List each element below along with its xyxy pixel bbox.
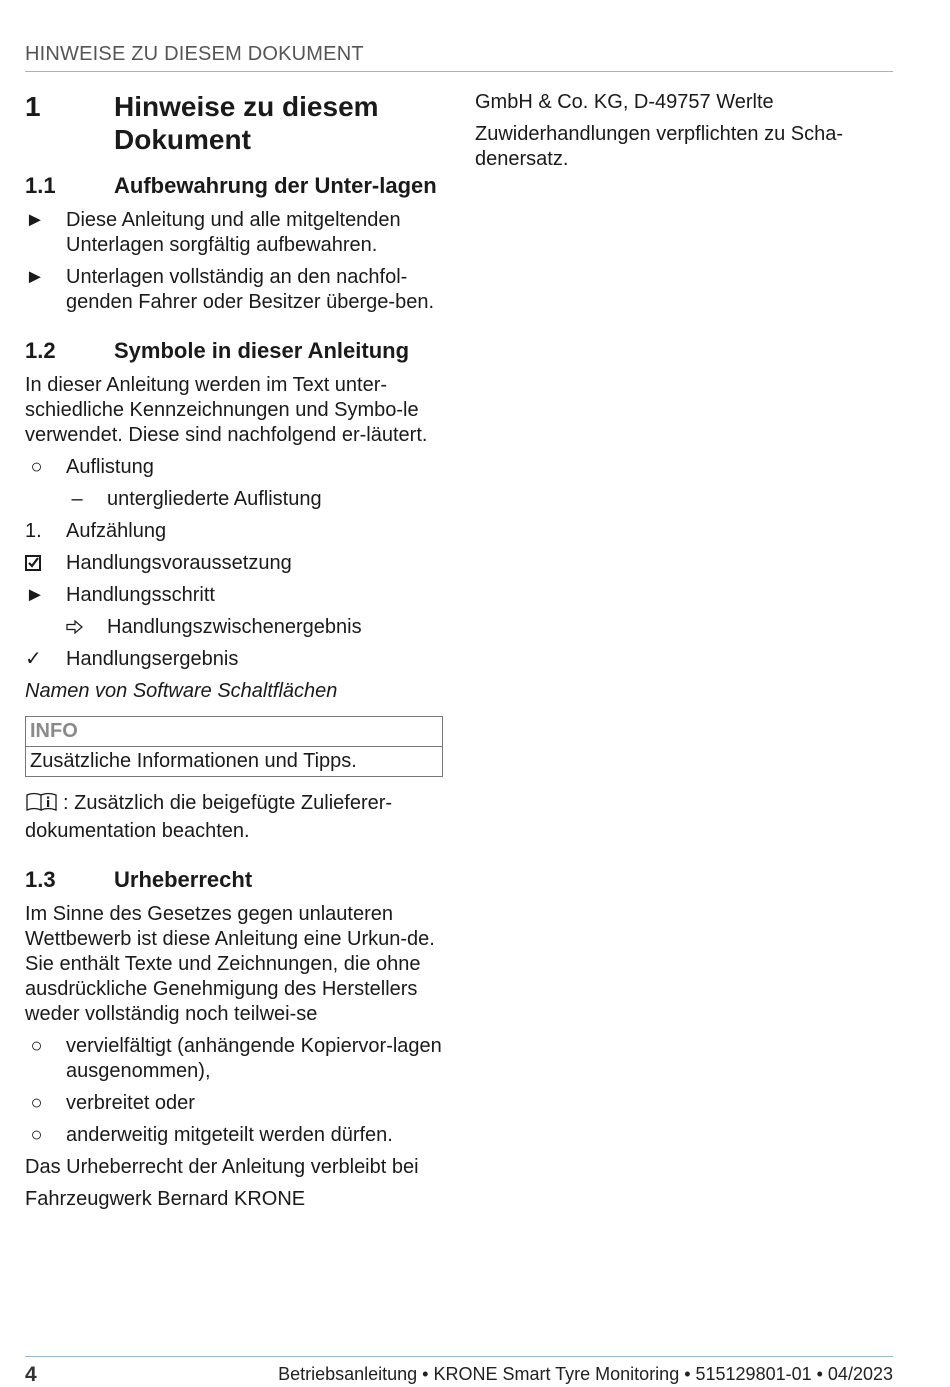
company-name-continued: GmbH & Co. KG, D-49757 Werlte bbox=[475, 91, 774, 113]
symbol-precondition-item bbox=[25, 551, 443, 576]
list-item-text: vervielfältigt (anhängende Kopiervor-lagen ausgenommen), bbox=[66, 1035, 442, 1082]
section-number: 1.2 bbox=[25, 338, 56, 363]
symbol-enum-item bbox=[25, 519, 443, 544]
info-box-title: INFO bbox=[26, 717, 442, 747]
running-header: HINWEISE ZU DIESEM DOKUMENT bbox=[25, 43, 364, 65]
section-title: Symbole in dieser Anleitung bbox=[114, 338, 410, 363]
supplier-doc-text: : Zusätzlich die beigefügte Zulieferer-dokumentation beachten. bbox=[25, 792, 393, 842]
action-step-text: Diese Anleitung und alle mitgeltenden Unterlagen sorgfältig aufbewahren. bbox=[66, 209, 401, 256]
section-number: 1.3 bbox=[25, 867, 56, 892]
arrow-right-outline-icon bbox=[66, 615, 107, 640]
triangle-right-icon: ► bbox=[25, 209, 45, 231]
right-column bbox=[475, 90, 895, 179]
symbol-sublist-item bbox=[25, 487, 443, 512]
list-item bbox=[25, 1123, 443, 1148]
symbol-label: Handlungsergebnis bbox=[66, 648, 239, 670]
symbol-label: Auflistung bbox=[66, 456, 154, 478]
section-intro: In dieser Anleitung werden im Text unter-schiedliche Kennzeichnungen und Symbo-le verwendet. Diese sind nachfolgend er-läutert. bbox=[25, 374, 428, 446]
symbol-label: untergliederte Auflistung bbox=[107, 488, 322, 510]
list-item bbox=[25, 1034, 443, 1084]
action-step bbox=[25, 208, 443, 258]
symbol-step-item bbox=[25, 583, 443, 608]
company-name: Fahrzeugwerk Bernard KRONE bbox=[25, 1188, 306, 1210]
action-step-text: Unterlagen vollständig an den nachfol-genden Fahrer oder Besitzer überge-ben. bbox=[66, 266, 435, 313]
section-title: Urheberrecht bbox=[114, 867, 253, 892]
symbol-list-item bbox=[25, 455, 443, 480]
symbol-label: Handlungszwischenergebnis bbox=[107, 616, 362, 638]
triangle-right-icon: ► bbox=[25, 584, 45, 606]
dash-bullet-icon: – bbox=[66, 488, 83, 510]
left-column bbox=[25, 90, 443, 1219]
symbol-intermediate-item bbox=[25, 615, 443, 640]
checkmark-icon: ✓ bbox=[25, 648, 42, 670]
section-title: Aufbewahrung der Unter-lagen bbox=[114, 173, 437, 198]
enum-marker: 1. bbox=[25, 520, 42, 542]
section-1-2-heading bbox=[25, 337, 443, 365]
section-number: 1 bbox=[25, 91, 41, 122]
symbol-result-item bbox=[25, 647, 443, 672]
section-1-3-heading bbox=[25, 866, 443, 894]
damages-note: Zuwiderhandlungen verpflichten zu Scha-denersatz. bbox=[475, 123, 843, 170]
circle-bullet-icon: ○ bbox=[25, 456, 43, 478]
page-number: 4 bbox=[25, 1363, 37, 1386]
list-item bbox=[25, 1091, 443, 1116]
checkbox-checked-icon bbox=[25, 551, 66, 576]
circle-bullet-icon: ○ bbox=[25, 1124, 43, 1146]
triangle-right-icon: ► bbox=[25, 266, 45, 288]
book-info-icon bbox=[25, 792, 59, 819]
software-buttons-note: Namen von Software Schaltflächen bbox=[25, 680, 338, 702]
symbol-label: Handlungsschritt bbox=[66, 584, 215, 606]
list-item-text: anderweitig mitgeteilt werden dürfen. bbox=[66, 1124, 393, 1146]
info-box-text: Zusätzliche Informationen und Tipps. bbox=[30, 750, 357, 772]
section-1-heading bbox=[25, 90, 443, 156]
action-step bbox=[25, 265, 443, 315]
symbol-label: Aufzählung bbox=[66, 520, 167, 542]
footer-rule bbox=[25, 1356, 893, 1357]
supplier-doc-note bbox=[25, 791, 443, 844]
symbol-label: Handlungsvoraussetzung bbox=[66, 552, 292, 574]
header-rule bbox=[25, 71, 893, 72]
info-box bbox=[25, 716, 443, 777]
circle-bullet-icon: ○ bbox=[25, 1092, 43, 1114]
copyright-line: Das Urheberrecht der Anleitung verbleibt bei bbox=[25, 1156, 419, 1178]
section-number: 1.1 bbox=[25, 173, 56, 198]
section-title: Hinweise zu diesem Dokument bbox=[114, 91, 379, 155]
section-intro: Im Sinne des Gesetzes gegen unlauteren Wettbewerb ist diese Anleitung eine Urkun-de. Sie enthält Texte und Zeichnungen, die ohne ausdrückliche Genehmigung des Herstellers weder vollständig noch teilwei-se bbox=[25, 903, 435, 1025]
circle-bullet-icon: ○ bbox=[25, 1035, 43, 1057]
list-item-text: verbreitet oder bbox=[66, 1092, 195, 1114]
footer-text: Betriebsanleitung • KRONE Smart Tyre Monitoring • 515129801-01 • 04/2023 bbox=[278, 1364, 893, 1384]
section-1-1-heading bbox=[25, 172, 443, 200]
